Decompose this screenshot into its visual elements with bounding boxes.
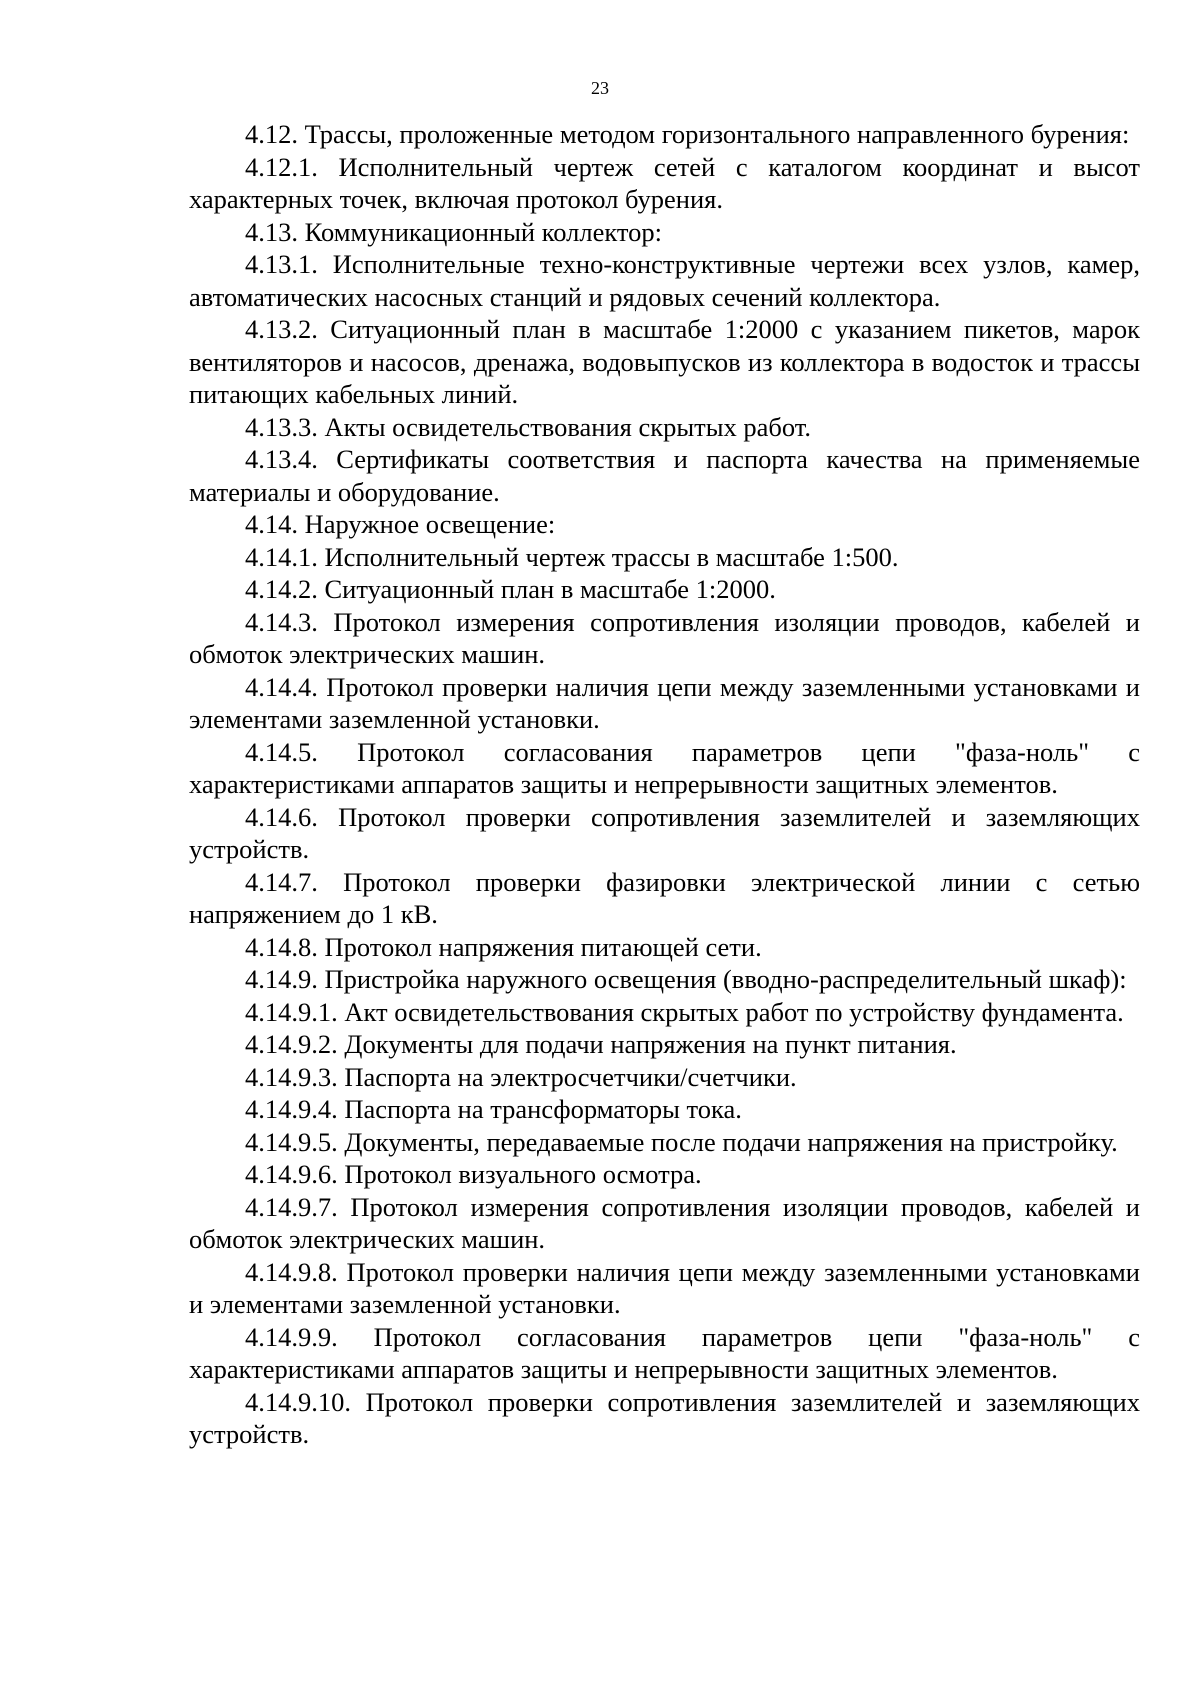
paragraph-4-14-9: 4.14.9. Пристройка наружного освещения (вводно-распределительный шкаф): — [245, 964, 1127, 994]
paragraph-4-14-9-2: 4.14.9.2. Документы для подачи напряжения на пункт питания. — [245, 1029, 957, 1059]
paragraph-4-14-2: 4.14.2. Ситуационный план в масштабе 1:2000. — [245, 574, 776, 604]
paragraph-4-14: 4.14. Наружное освещение: — [245, 509, 556, 539]
paragraph-4-13-3: 4.13.3. Акты освидетельствования скрытых работ. — [245, 411, 812, 442]
paragraph-4-14-9-3: 4.14.9.3. Паспорта на электросчетчики/счетчики. — [245, 1061, 797, 1092]
paragraph-4-14-9-7: 4.14.9.7. Протокол измерения сопротивления изоляции проводов, кабелей и обмоток электрических машин. — [189, 1191, 1140, 1254]
document-body — [189, 118, 1140, 1451]
paragraph-4-13-2: 4.13.2. Ситуационный план в масштабе 1:2000 с указанием пикетов, марок вентиляторов и насосов, дренажа, водовыпусков из коллектора в водосток и трассы питающих кабельных линий. — [189, 314, 1140, 409]
paragraph-4-12: 4.12. Трассы, проложенные методом горизонтального направленного бурения: — [245, 119, 1130, 149]
paragraph-4-14-9-6: 4.14.9.6. Протокол визуального осмотра. — [245, 1159, 702, 1189]
paragraph-4-14-9-8: 4.14.9.8. Протокол проверки наличия цепи между заземленными установками и элементами заземленной установки. — [189, 1256, 1140, 1319]
paragraph-4-13: 4.13. Коммуникационный коллектор: — [245, 216, 662, 247]
paragraph-4-14-3: 4.14.3. Протокол измерения сопротивления изоляции проводов, кабелей и обмоток электрических машин. — [189, 606, 1140, 669]
paragraph-4-14-8: 4.14.8. Протокол напряжения питающей сети. — [245, 931, 762, 962]
paragraph-4-14-5: 4.14.5. Протокол согласования параметров цепи "фаза-ноль" с характеристиками аппаратов защиты и непрерывности защитных элементов. — [189, 736, 1140, 799]
paragraph-4-14-9-10: 4.14.9.10. Протокол проверки сопротивления заземлителей и заземляющих устройств. — [189, 1386, 1140, 1449]
paragraph-4-13-1: 4.13.1. Исполнительные техно-конструктивные чертежи всех узлов, камер, автоматических насосных станций и рядовых сечений коллектора. — [189, 249, 1140, 312]
paragraph-4-14-7: 4.14.7. Протокол проверки фазировки электрической линии с сетью напряжением до 1 кВ. — [189, 866, 1140, 929]
paragraph-4-14-6: 4.14.6. Протокол проверки сопротивления заземлителей и заземляющих устройств. — [189, 801, 1140, 864]
paragraph-4-12-1: 4.12.1. Исполнительный чертеж сетей с каталогом координат и высот характерных точек, включая протокол бурения. — [189, 151, 1140, 214]
paragraph-4-14-9-9: 4.14.9.9. Протокол согласования параметров цепи "фаза-ноль" с характеристиками аппаратов защиты и непрерывности защитных элементов. — [189, 1321, 1140, 1384]
page-number: 23 — [591, 78, 609, 98]
paragraph-4-14-9-1: 4.14.9.1. Акт освидетельствования скрытых работ по устройству фундамента. — [245, 996, 1124, 1027]
paragraph-4-13-4: 4.13.4. Сертификаты соответствия и паспорта качества на применяемые материалы и оборудование. — [189, 444, 1140, 507]
paragraph-4-14-9-4: 4.14.9.4. Паспорта на трансформаторы тока. — [245, 1094, 742, 1124]
paragraph-4-14-4: 4.14.4. Протокол проверки наличия цепи между заземленными установками и элементами заземленной установки. — [189, 671, 1140, 734]
paragraph-4-14-9-5: 4.14.9.5. Документы, передаваемые после подачи напряжения на пристройку. — [245, 1126, 1118, 1157]
paragraph-4-14-1: 4.14.1. Исполнительный чертеж трассы в масштабе 1:500. — [245, 541, 899, 572]
